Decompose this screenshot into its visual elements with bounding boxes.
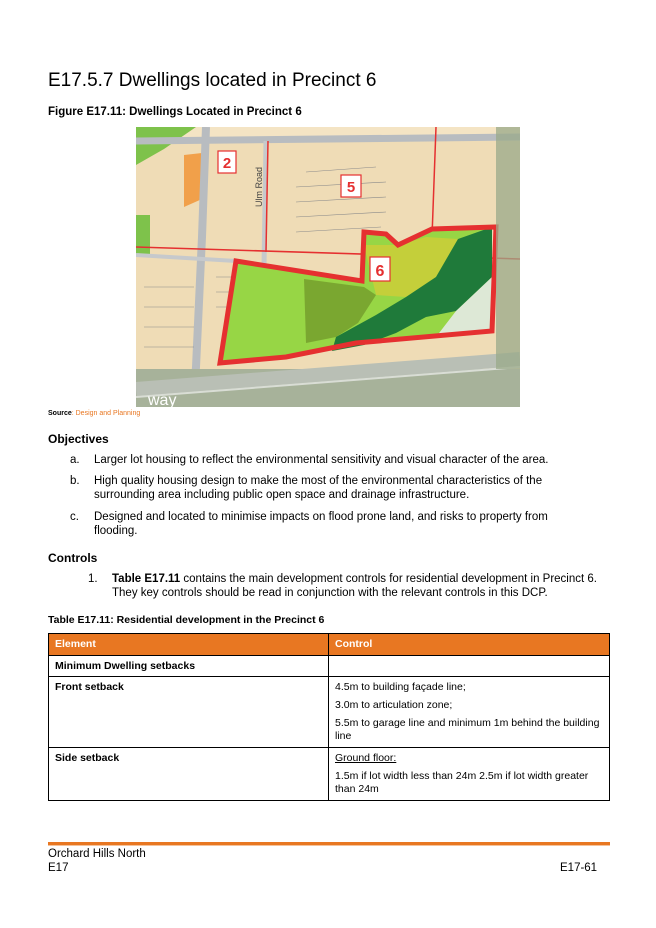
control-line: 5.5m to garage line and minimum 1m behind the building line [335,717,600,742]
table-row [49,748,610,801]
precinct-map [136,127,520,407]
footer-section: E17 [48,862,69,874]
source-value: : Design and Planning [71,410,141,417]
table-caption: Table E17.11: Residential development in the Precinct 6 [48,614,325,626]
source-label: Source [48,410,72,417]
svg-text:5: 5 [346,179,356,196]
controls-heading: Controls [48,551,98,565]
page-heading: E17.5.7 Dwellings located in Precinct 6 [48,70,377,91]
control-line: 1.5m if lot width less than 24m 2.5m if lot width greater than 24m [335,770,589,795]
controls-item-body: contains the main development controls for residential development in Precinct 6. They key controls should be read in conjunction with the relevant controls in this DCP. [112,573,597,599]
footer-page-number: E17-61 [560,862,598,874]
control-line: 3.0m to articulation zone; [335,699,453,711]
motorway-label: way [148,392,177,407]
control-line: Ground floor: [335,752,397,764]
table-row [49,677,610,748]
table-header-row [49,634,610,656]
road-label: Ulm Road [254,166,264,207]
objective-text: Larger lot housing to reflect the environmental sensitivity and visual character of the area. [94,454,549,466]
objective-label: b. [70,475,80,487]
objective-label: a. [70,454,80,466]
element-cell: Front setback [49,677,329,748]
footer-document-title: Orchard Hills North [48,848,146,860]
precinct-6-badge [370,257,390,281]
svg-text:2: 2 [222,155,232,172]
control-cell [329,677,610,748]
objective-text: High quality housing design to make the most of the environmental characteristics of the surrounding area including public open space and drainage infrastructure. [94,475,543,501]
element-cell: Side setback [49,748,329,801]
controls-item-text [112,572,608,600]
figure-title: Figure E17.11: Dwellings Located in Precinct 6 [48,106,302,118]
column-header-control: Control [329,634,610,656]
control-cell [329,748,610,801]
svg-text:6: 6 [375,263,385,280]
objective-text: Designed and located to minimise impacts on flood prone land, and risks to property from flooding. [94,511,548,537]
control-line: 4.5m to building façade line; [335,681,466,693]
table-reference: Table E17.11 [112,573,181,585]
column-header-element: Element [49,634,329,656]
footer-divider-shadow [48,845,610,846]
setbacks-table [48,633,610,801]
objective-label: c. [70,511,79,523]
precinct-5-badge [341,175,361,197]
controls-item-label: 1. [88,573,98,585]
control-cell [329,656,610,677]
precinct-2-badge [218,151,236,173]
element-cell: Minimum Dwelling setbacks [49,656,329,677]
objectives-heading: Objectives [48,432,109,446]
figure-source [48,410,140,417]
table-row [49,656,610,677]
